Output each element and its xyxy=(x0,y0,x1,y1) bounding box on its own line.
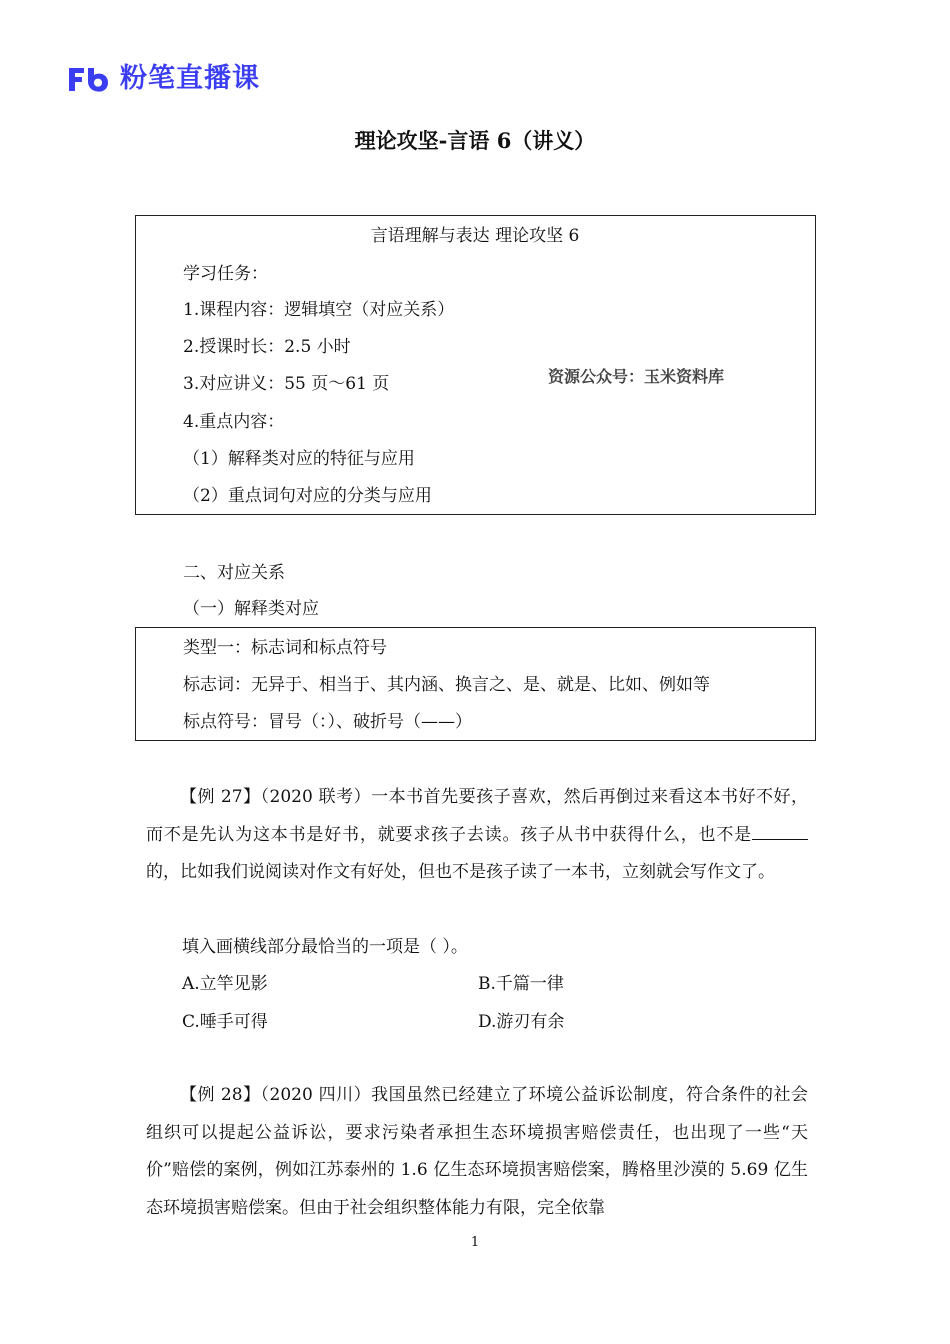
task-label: 学习任务： xyxy=(183,264,268,284)
option-d: D.游刃有余 xyxy=(478,1012,565,1032)
page-title: 理论攻坚-言语 6（讲义） xyxy=(354,128,596,153)
marker-words: 标志词：无异于、相当于、其内涵、换言之、是、就是、比如、例如等 xyxy=(183,675,710,695)
brand-logo xyxy=(66,62,260,96)
key-content-item-1: （1）解释类对应的特征与应用 xyxy=(183,449,415,469)
option-c: C.唾手可得 xyxy=(182,1012,268,1032)
example-28-passage: 【例 28】（2020 四川）我国虽然已经建立了环境公益诉讼制度，符合条件的社会组织可以提起公益诉讼，要求污染者承担生态环境损害赔偿责任，也出现了一些“天价”赔偿的案例，例如江苏泰州的 1.6 亿生态环境损害赔偿案，腾格里沙漠的 5.69 亿生态环境损害赔偿案。但由于社会组织整体能力有限，完全依靠 xyxy=(146,1085,808,1218)
page-number: 1 xyxy=(470,1235,480,1250)
key-content-label: 4.重点内容： xyxy=(183,412,285,432)
watermark-text: 资源公众号：玉米资料库 xyxy=(548,367,725,386)
brand-name: 粉笔直播课 xyxy=(120,63,260,94)
course-handout-pages: 3.对应讲义：55 页～61 页 xyxy=(183,374,390,394)
section-heading: 二、对应关系 xyxy=(183,563,285,583)
punctuation-marks: 标点符号：冒号（：）、破折号（——） xyxy=(183,712,472,732)
key-content-item-2: （2）重点词句对应的分类与应用 xyxy=(183,486,432,506)
course-content: 1.课程内容：逻辑填空（对应关系） xyxy=(183,300,455,320)
example-27-text-start: 【例 27】（2020 联考）一本书首先要孩子喜欢，然后再倒过来看这本书好不好，而不是先认为这本书是好书，就要求孩子去读。孩子从书中获得什么，也不是 xyxy=(146,787,808,845)
example-27-passage xyxy=(146,779,808,892)
option-b: B.千篇一律 xyxy=(478,974,564,994)
example-27-question: 填入画横线部分最恰当的一项是（ ）。 xyxy=(182,937,468,957)
fenbi-logo-icon xyxy=(66,64,112,94)
example-27-text-end: 的，比如我们说阅读对作文有好处，但也不是孩子读了一本书，立刻就会写作文了。 xyxy=(146,862,775,882)
overview-heading: 言语理解与表达 理论攻坚 6 xyxy=(370,226,580,246)
option-a: A.立竿见影 xyxy=(182,974,268,994)
type-one-title: 类型一：标志词和标点符号 xyxy=(183,638,387,658)
subsection-heading: （一）解释类对应 xyxy=(183,599,319,619)
course-duration: 2.授课时长：2.5 小时 xyxy=(183,337,351,357)
fill-in-blank xyxy=(752,821,808,840)
